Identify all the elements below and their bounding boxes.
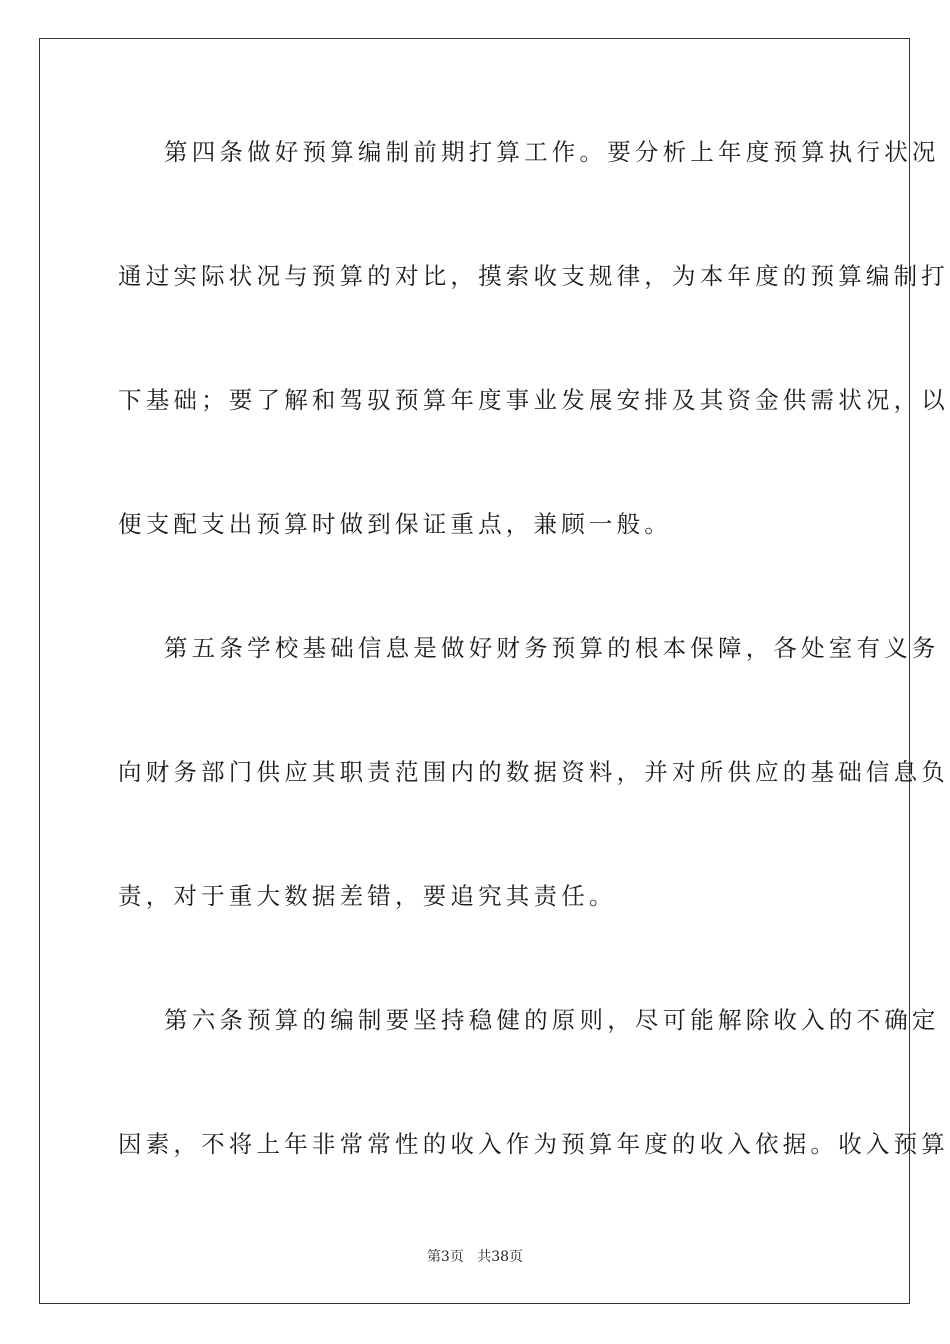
text-line: 责，对于重大数据差错，要追究其责任。 <box>118 882 617 910</box>
text-line: 下基础；要了解和驾驭预算年度事业发展安排及其资金供需状况，以 <box>118 386 949 414</box>
page-footer <box>0 1247 950 1267</box>
text-line: 向财务部门供应其职责范围内的数据资料，并对所供应的基础信息负 <box>118 758 949 786</box>
page-border <box>39 38 949 1304</box>
total-pages: 共38页 <box>477 1249 524 1265</box>
text-line: 第五条学校基础信息是做好财务预算的根本保障，各处室有义务 <box>164 634 940 662</box>
text-line: 通过实际状况与预算的对比，摸索收支规律，为本年度的预算编制打 <box>118 262 949 290</box>
text-line: 第四条做好预算编制前期打算工作。要分析上年度预算执行状况 <box>164 138 940 166</box>
text-line: 第六条预算的编制要坚持稳健的原则，尽可能解除收入的不确定 <box>164 1006 940 1034</box>
text-line: 便支配支出预算时做到保证重点，兼顾一般。 <box>118 510 672 538</box>
page-number: 第3页 <box>426 1249 464 1265</box>
text-line: 因素，不将上年非常常性的收入作为预算年度的收入依据。收入预算 <box>118 1130 949 1158</box>
